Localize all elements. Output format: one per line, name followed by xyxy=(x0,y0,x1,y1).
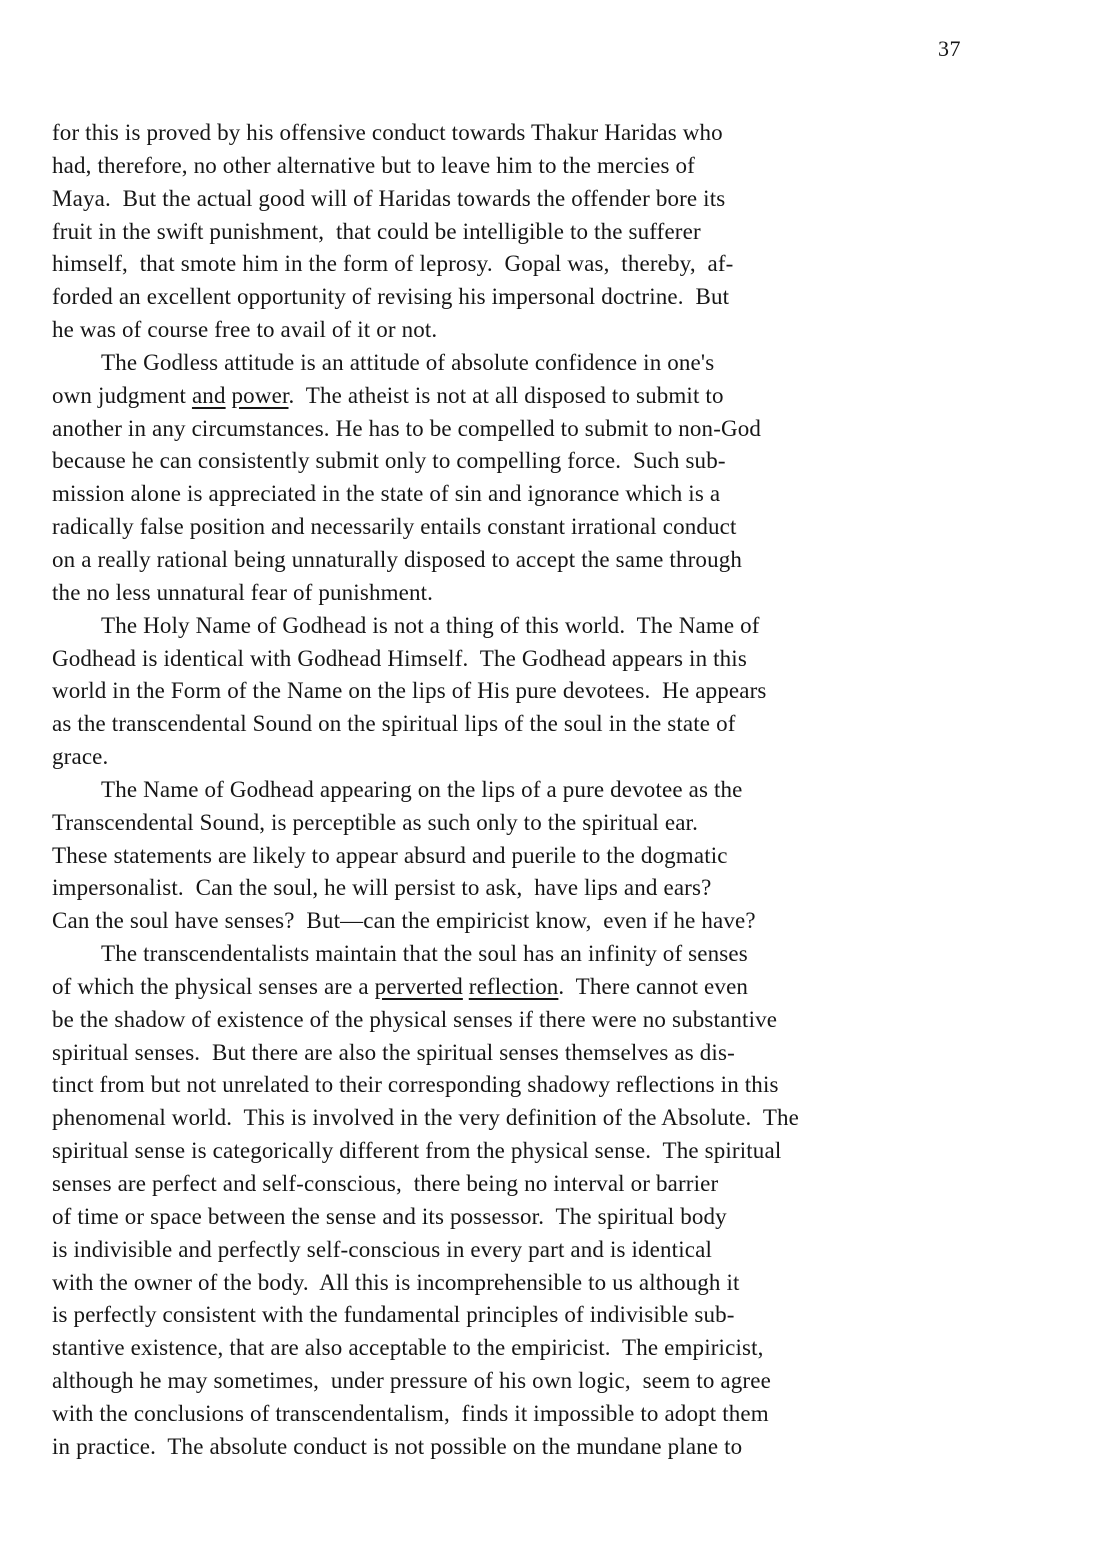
text-line: mission alone is appreciated in the state of sin and ignorance which is a xyxy=(52,481,721,507)
underlined-word: perverted xyxy=(374,973,463,999)
text-line: spiritual sense is categorically different from the physical sense. The spiritual xyxy=(52,1138,782,1164)
text-line: Maya. But the actual good will of Haridas towards the offender bore its xyxy=(52,185,726,211)
text-line: is indivisible and perfectly self-conscious in every part and is identical xyxy=(52,1236,713,1262)
text-line: with the owner of the body. All this is incomprehensible to us although it xyxy=(52,1269,740,1295)
text-segment: own judgment xyxy=(52,382,192,408)
text-line: grace. xyxy=(52,744,109,770)
text-line: had, therefore, no other alternative but to leave him to the mercies of xyxy=(52,152,695,178)
text-line: stantive existence, that are also acceptable to the empiricist. The empiricist, xyxy=(52,1335,764,1361)
text-line: world in the Form of the Name on the lips of His pure devotees. He appears xyxy=(52,678,767,704)
text-line: These statements are likely to appear absurd and puerile to the dogmatic xyxy=(52,842,728,868)
text-line: another in any circumstances. He has to be compelled to submit to non-God xyxy=(52,415,762,441)
text-line: fruit in the swift punishment, that could be intelligible to the sufferer xyxy=(52,218,701,244)
paragraph-first-line: The Godless attitude is an attitude of absolute confidence in one's xyxy=(101,349,715,375)
text-line: be the shadow of existence of the physical senses if there were no substantive xyxy=(52,1006,778,1032)
paragraph-first-line: The Holy Name of Godhead is not a thing of this world. The Name of xyxy=(101,612,760,638)
text-line: in practice. The absolute conduct is not possible on the mundane plane to xyxy=(52,1433,743,1459)
text-line: of time or space between the sense and its possessor. The spiritual body xyxy=(52,1203,727,1229)
text-line: with the conclusions of transcendentalism, finds it impossible to adopt them xyxy=(52,1400,769,1426)
text-line: spiritual senses. But there are also the spiritual senses themselves as dis- xyxy=(52,1039,735,1065)
text-line: because he can consistently submit only to compelling force. Such sub- xyxy=(52,448,726,474)
text-line: he was of course free to avail of it or not. xyxy=(52,317,438,343)
page-number: 37 xyxy=(938,36,961,61)
text-line: forded an excellent opportunity of revising his impersonal doctrine. But xyxy=(52,284,730,310)
paragraph-first-line: The transcendentalists maintain that the soul has an infinity of senses xyxy=(101,941,748,967)
text-segment: . The atheist is not at all disposed to submit to xyxy=(288,382,724,408)
text-line: Transcendental Sound, is perceptible as such only to the spiritual ear. xyxy=(52,809,699,835)
text-segment: . There cannot even xyxy=(558,973,749,999)
text-line: Godhead is identical with Godhead Himself. The Godhead appears in this xyxy=(52,645,747,671)
text-line xyxy=(52,380,1064,413)
text-line: tinct from but not unrelated to their corresponding shadowy reflections in this xyxy=(52,1072,779,1098)
text-line: senses are perfect and self-conscious, there being no interval or barrier xyxy=(52,1171,719,1196)
text-line: Can the soul have senses? But—can the empiricist know, even if he have? xyxy=(52,908,756,934)
text-line: himself, that smote him in the form of leprosy. Gopal was, thereby, af- xyxy=(52,251,734,277)
text-line: phenomenal world. This is involved in the very definition of the Absolute. The xyxy=(52,1105,800,1131)
text-line xyxy=(52,971,1064,1004)
text-line: impersonalist. Can the soul, he will persist to ask, have lips and ears? xyxy=(52,875,712,901)
underlined-word: and xyxy=(191,382,226,408)
underlined-word: power xyxy=(231,382,289,408)
text-line: on a really rational being unnaturally disposed to accept the same through xyxy=(52,546,743,572)
text-line: is perfectly consistent with the fundamental principles of indivisible sub- xyxy=(52,1302,735,1328)
text-line: although he may sometimes, under pressure of his own logic, seem to agree xyxy=(52,1368,771,1394)
text-line: the no less unnatural fear of punishment. xyxy=(52,579,434,605)
paragraph-first-line: The Name of Godhead appearing on the lips of a pure devotee as the xyxy=(101,776,743,802)
text-line: as the transcendental Sound on the spiritual lips of the soul in the state of xyxy=(52,711,736,737)
text-segment: of which the physical senses are a xyxy=(52,973,375,999)
underlined-word: reflection xyxy=(468,973,559,999)
text-line: for this is proved by his offensive conduct towards Thakur Haridas who xyxy=(52,120,723,145)
text-line: radically false position and necessarily entails constant irrational conduct xyxy=(52,514,737,540)
body-text xyxy=(52,117,1064,1464)
